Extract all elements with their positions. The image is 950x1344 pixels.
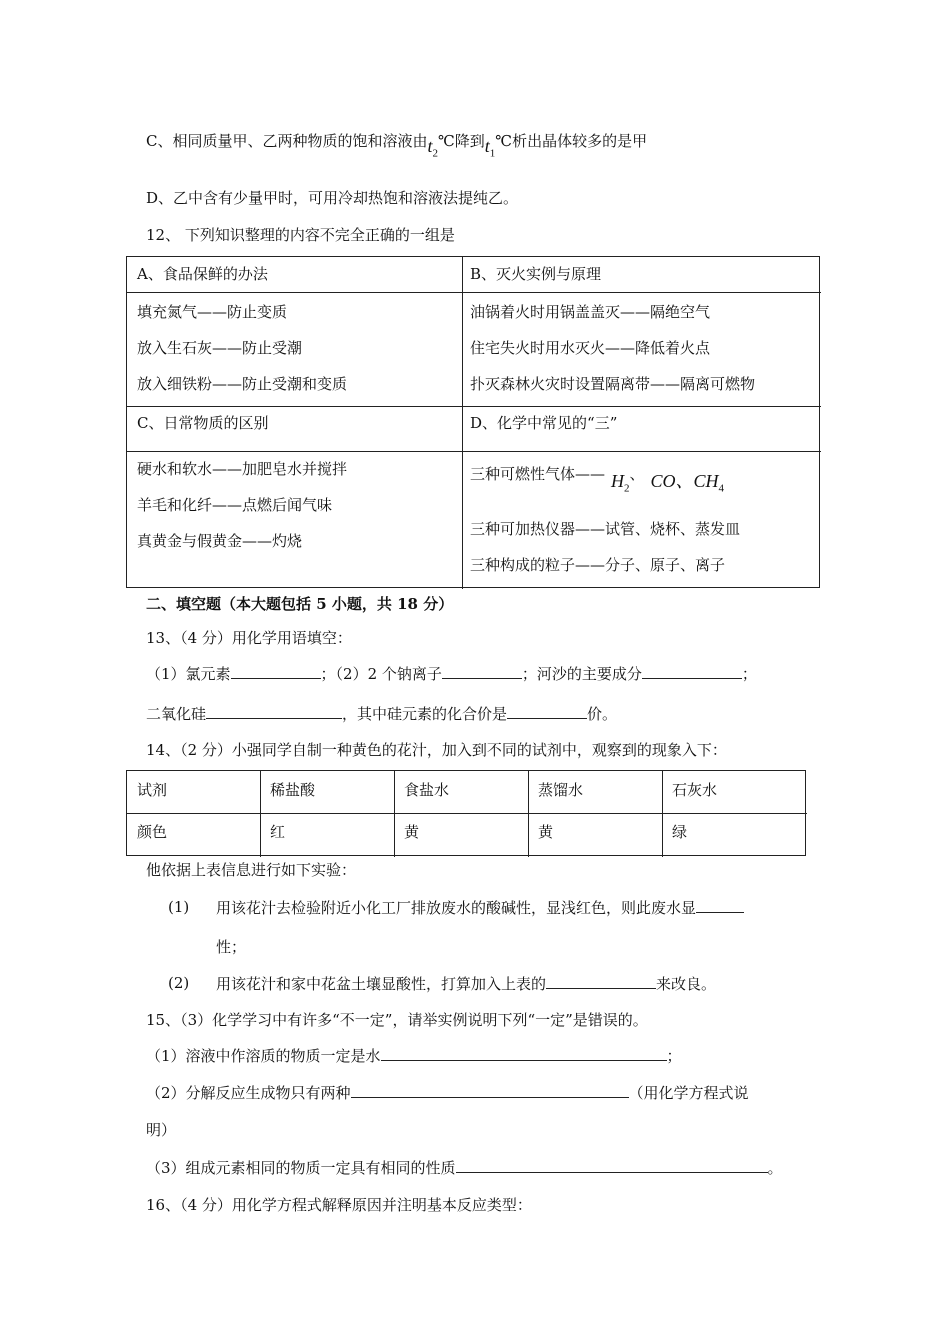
- q14-row-cell: 颜色: [137, 823, 168, 841]
- q12-a-line: 放入生石灰——防止受潮: [137, 339, 303, 357]
- h2-formula: $H_2$: [611, 471, 630, 495]
- co-ch4-formula: CO、$CH_4$: [650, 471, 725, 495]
- q14-header-cell: 稀盐酸: [270, 781, 316, 799]
- q14-item1-num: (1): [168, 898, 190, 916]
- q14-item1-cont: 性；: [216, 938, 247, 956]
- answer-blank[interactable]: [231, 663, 321, 679]
- q11-option-d: D、乙中含有少量甲时，可用冷却热饱和溶液法提纯乙。: [146, 189, 519, 207]
- q14-item1: 用该花汁去检验附近小化工厂排放废水的酸碱性，显浅红色，则此废水显: [216, 897, 744, 918]
- answer-blank[interactable]: [206, 703, 342, 719]
- q14-stem: 14、（2 分）小强同学自制一种黄色的花汁，加入到不同的试剂中，观察到的现象入下：: [146, 741, 727, 759]
- answer-blank[interactable]: [642, 663, 742, 679]
- q14-row-cell: 黄: [538, 823, 554, 841]
- q12-d-head: D、化学中常见的“三”: [470, 414, 618, 432]
- q14-row-cell: 黄: [404, 823, 420, 841]
- q12-b-line: 油锅着火时用锅盖盖灭——隔绝空气: [470, 303, 711, 321]
- t2-symbol: $t_2$: [427, 136, 438, 160]
- q12-stem: 12、 下列知识整理的内容不完全正确的一组是: [146, 226, 455, 244]
- q12-d-line: 三种构成的粒子——分子、原子、离子: [470, 556, 726, 574]
- q11-option-c-text: C、相同质量甲、乙两种物质的饱和溶液由: [146, 132, 428, 150]
- q11-option-c: C、相同质量甲、乙两种物质的饱和溶液由$t_2℃$降到$t_1℃$析出晶体较多的是甲: [146, 132, 648, 160]
- q14-header-cell: 石灰水: [672, 781, 718, 799]
- q12-b-line: 住宅失火时用水灭火——降低着火点: [470, 339, 711, 357]
- q12-c-line: 硬水和软水——加肥皂水并搅拌: [137, 460, 348, 478]
- q15-stem: 15、（3）化学学习中有许多“不一定”，请举实例说明下列“一定”是错误的。: [146, 1011, 648, 1029]
- q14-header-cell: 食盐水: [404, 781, 450, 799]
- q12-a-line: 填充氮气——防止变质: [137, 303, 288, 321]
- answer-blank[interactable]: [696, 897, 744, 913]
- q15-s1: （1）溶液中作溶质的物质一定是水 ；: [146, 1047, 682, 1065]
- q12-c-head: C、日常物质的区别: [137, 414, 269, 432]
- q12-c-line: 真黄金与假黄金——灼烧: [137, 532, 303, 550]
- q12-a-head: A、食品保鲜的办法: [137, 265, 268, 283]
- q14-item2: 用该花汁和家中花盆土壤显酸性，打算加入上表的 来改良。: [216, 975, 717, 993]
- q14-intro: 他依据上表信息进行如下实验：: [146, 861, 357, 879]
- q14-header-cell: 试剂: [137, 781, 168, 799]
- q12-b-head: B、灭火实例与原理: [470, 265, 602, 283]
- q14-table: [126, 770, 806, 856]
- q13-line1: （1）氯元素 ；（2）2 个钠离子 ；河沙的主要成分 ；: [146, 665, 757, 683]
- q12-a-line: 放入细铁粉——防止受潮和变质: [137, 375, 348, 393]
- q12-d-gas-line: 三种可燃性气体—— $H_2$、 CO、$CH_4$: [470, 465, 725, 495]
- answer-blank[interactable]: [546, 973, 656, 989]
- answer-blank[interactable]: [456, 1157, 768, 1173]
- t1-symbol: $t_1$: [484, 136, 496, 160]
- q13-line2: 二氧化硅 ，其中硅元素的化合价是 价。: [146, 705, 618, 723]
- q16-stem: 16、（4 分）用化学方程式解释原因并注明基本反应类型：: [146, 1196, 532, 1214]
- answer-blank[interactable]: [381, 1045, 667, 1061]
- answer-blank[interactable]: [351, 1082, 629, 1098]
- answer-blank[interactable]: [507, 703, 587, 719]
- q15-s3: （3）组成元素相同的物质一定具有相同的性质 。: [146, 1159, 783, 1177]
- q14-item2-num: (2): [168, 974, 190, 992]
- q15-s2-cont: 明）: [146, 1121, 177, 1139]
- q13-stem: 13、（4 分）用化学用语填空：: [146, 629, 352, 647]
- q12-table: [126, 256, 820, 588]
- q14-row-cell: 绿: [672, 823, 688, 841]
- answer-blank[interactable]: [442, 663, 522, 679]
- q14-header-cell: 蒸馏水: [538, 781, 584, 799]
- q12-b-line: 扑灭森林火灾时设置隔离带——隔离可燃物: [470, 375, 756, 393]
- q12-d-line: 三种可加热仪器——试管、烧杯、蒸发皿: [470, 520, 741, 538]
- q12-c-line: 羊毛和化纤——点燃后闻气味: [137, 496, 333, 514]
- q15-s2: （2）分解反应生成物只有两种 （用化学方程式说: [146, 1084, 749, 1102]
- q14-row-cell: 红: [270, 823, 286, 841]
- section2-title: 二、填空题（本大题包括 5 小题，共 18 分）: [146, 595, 454, 613]
